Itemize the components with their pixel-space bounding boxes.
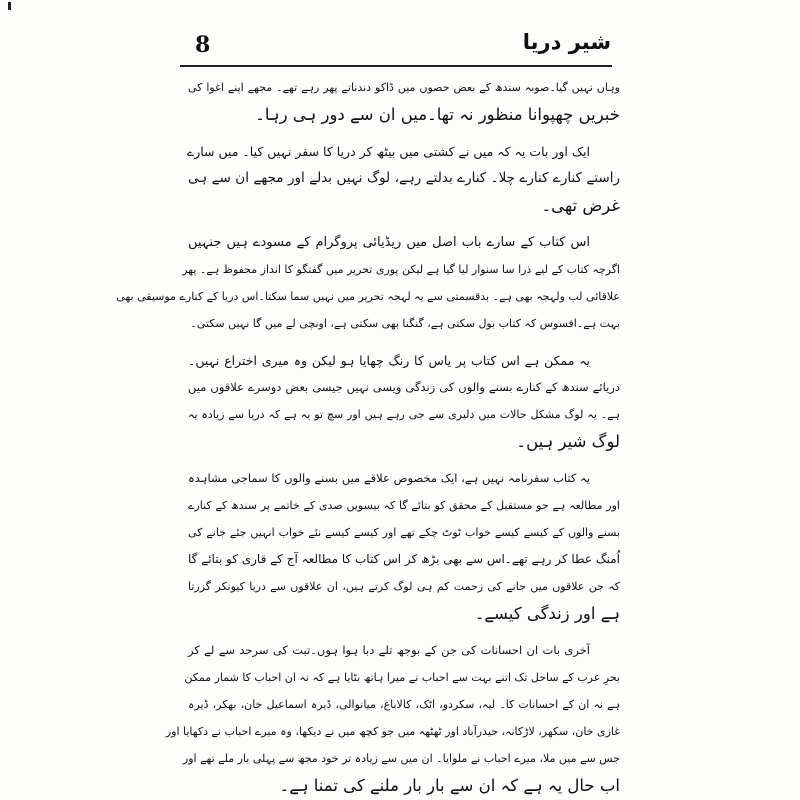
paragraph-gap xyxy=(188,219,620,229)
text-line: ہے اور زندگی کیسے۔ xyxy=(474,604,620,623)
paragraph-gap xyxy=(188,337,620,347)
text-line: یہ کتاب سفرنامہ نہیں ہے، ایک مخصوص علاقے میں بسنے والوں کا سماجی مشاہدہ xyxy=(188,471,590,485)
paragraph xyxy=(165,637,620,799)
text-line: بسنے والوں کے کیسے کیسے خواب ٹوٹ چکے تھے اور کیسے کیسے نئے خواب انہیں جئے جانے کی xyxy=(188,526,620,539)
text-line: ایک اور بات یہ کہ میں نے کشتی میں بیٹھ کر دریا کا سفر نہیں کیا۔ میں سارے xyxy=(186,144,590,159)
text-line: لوگ شیر ہیں۔ xyxy=(516,432,620,451)
paragraph xyxy=(188,138,620,219)
running-title: شیر دریا xyxy=(522,30,611,54)
header-rule xyxy=(180,65,612,67)
text-line: بہت ہے۔افسوس کہ کتاب بول سکتی ہے، گنگنا بھی سکتی ہے، اونچی لے میں گا نہیں سکتی۔ xyxy=(190,317,620,330)
text-line: یہ ممکن ہے اس کتاب پر یاس کا رنگ چھایا ہو لیکن وہ میری اختراع نہیں۔ xyxy=(188,353,590,368)
text-line: خبریں چھپوانا منظور نہ تھا۔میں ان سے دور ہی رہا۔ xyxy=(255,105,620,124)
paragraph xyxy=(188,465,620,627)
text-line: اُمنگ عطا کر رہے تھے۔اس سے بھی بڑھ کر اس کتاب کا مطالعہ آج کے قاری کو بتائے گا xyxy=(188,552,620,566)
paragraph-gap xyxy=(188,455,620,465)
text-line: غرض تھی۔ xyxy=(541,196,620,215)
text-line: کہ جن علاقوں میں جانے کی زحمت کم ہی لوگ کرتے ہیں، ان علاقوں سے دریا کیونکر گزرتا xyxy=(188,580,620,593)
text-line: علاقائی لب ولہجہ بھی ہے۔ بدقسمتی سے یہ لہجہ تحریر میں نہیں سما سکتا۔اس دریا کے کنارے موسیقی بھی xyxy=(116,290,620,303)
text-line: اب حال یہ ہے کہ ان سے بار بار ملنے کی تمنا ہے۔ xyxy=(279,776,620,795)
text-line: ہے نہ ان کے احسانات کا۔ لیہ، سکردو، اٹک، کالاباغ، میانوالی، ڈیرہ اسماعیل خان، بھکر، ڈیرہ xyxy=(188,698,620,711)
text-line: آخری بات ان احسانات کی جن کے بوجھ تلے دبا ہوا ہوں۔تبت کی سرحد سے لے کر xyxy=(188,643,590,657)
text-line: ہے۔ یہ لوگ مشکل حالات میں دلیری سے جی رہے ہیں اور سچ تو یہ ہے کہ دریا سے زیادہ یہ xyxy=(188,408,620,421)
text-line: غازی خان، سکھر، لاڑکانہ، حیدرآباد اور ٹھٹھہ میں جو کچھ میں نے دیکھا، وہ میرے احباب نے دکھایا اور xyxy=(165,725,620,738)
text-line: دریائے سندھ کے کنارے بسنے والوں کی زندگی ویسی نہیں جیسی بعض دوسرے علاقوں میں xyxy=(188,380,620,394)
page-body xyxy=(116,74,620,799)
text-line: وہاں نہیں گیا۔صوبہ سندھ کے بعض حصوں میں ڈاکو دندناتے پھر رہے تھے۔ مجھے اپنے اغوا کی xyxy=(188,81,620,94)
paragraph xyxy=(188,347,620,455)
text-line: جس سے میں ملا، میرے احباب نے ملوایا۔ ان میں سے زیادہ تر خود مجھ سے پہلی بار ملے تھے اور xyxy=(182,752,620,765)
paragraph xyxy=(116,229,620,337)
text-line: اس کتاب کے سارے باب اصل میں ریڈیائی پروگرام کے مسودے ہیں جنہیں xyxy=(188,235,590,250)
paragraph xyxy=(188,74,620,128)
page-number: 8 xyxy=(195,32,211,58)
page-header xyxy=(195,30,611,64)
text-line: اور مطالعہ ہے جو مستقبل کے محقق کو بتائے گا کہ بیسویں صدی کے خاتمے پر سندھ کے کنارے xyxy=(188,499,620,512)
paragraph-gap xyxy=(188,128,620,138)
text-line: بحرِ عرب کے ساحل تک اتنے بہت سے احباب نے میرا ہاتھ بٹایا ہے کہ نہ ان احباب کا شمار ممکن xyxy=(184,671,620,684)
paragraph-gap xyxy=(188,627,620,637)
text-line: راستے کنارے کنارے چلا۔ کنارے بدلتے رہے، لوگ نہیں بدلے اور مجھے ان سے ہی xyxy=(188,170,620,186)
scan-mark xyxy=(8,2,11,10)
text-line: اگرچہ کتاب کے لیے ذرا سا سنوار لیا گیا ہے لیکن پوری تحریر میں گفتگو کا انداز محفوظ ہے۔ پھر xyxy=(182,263,620,276)
